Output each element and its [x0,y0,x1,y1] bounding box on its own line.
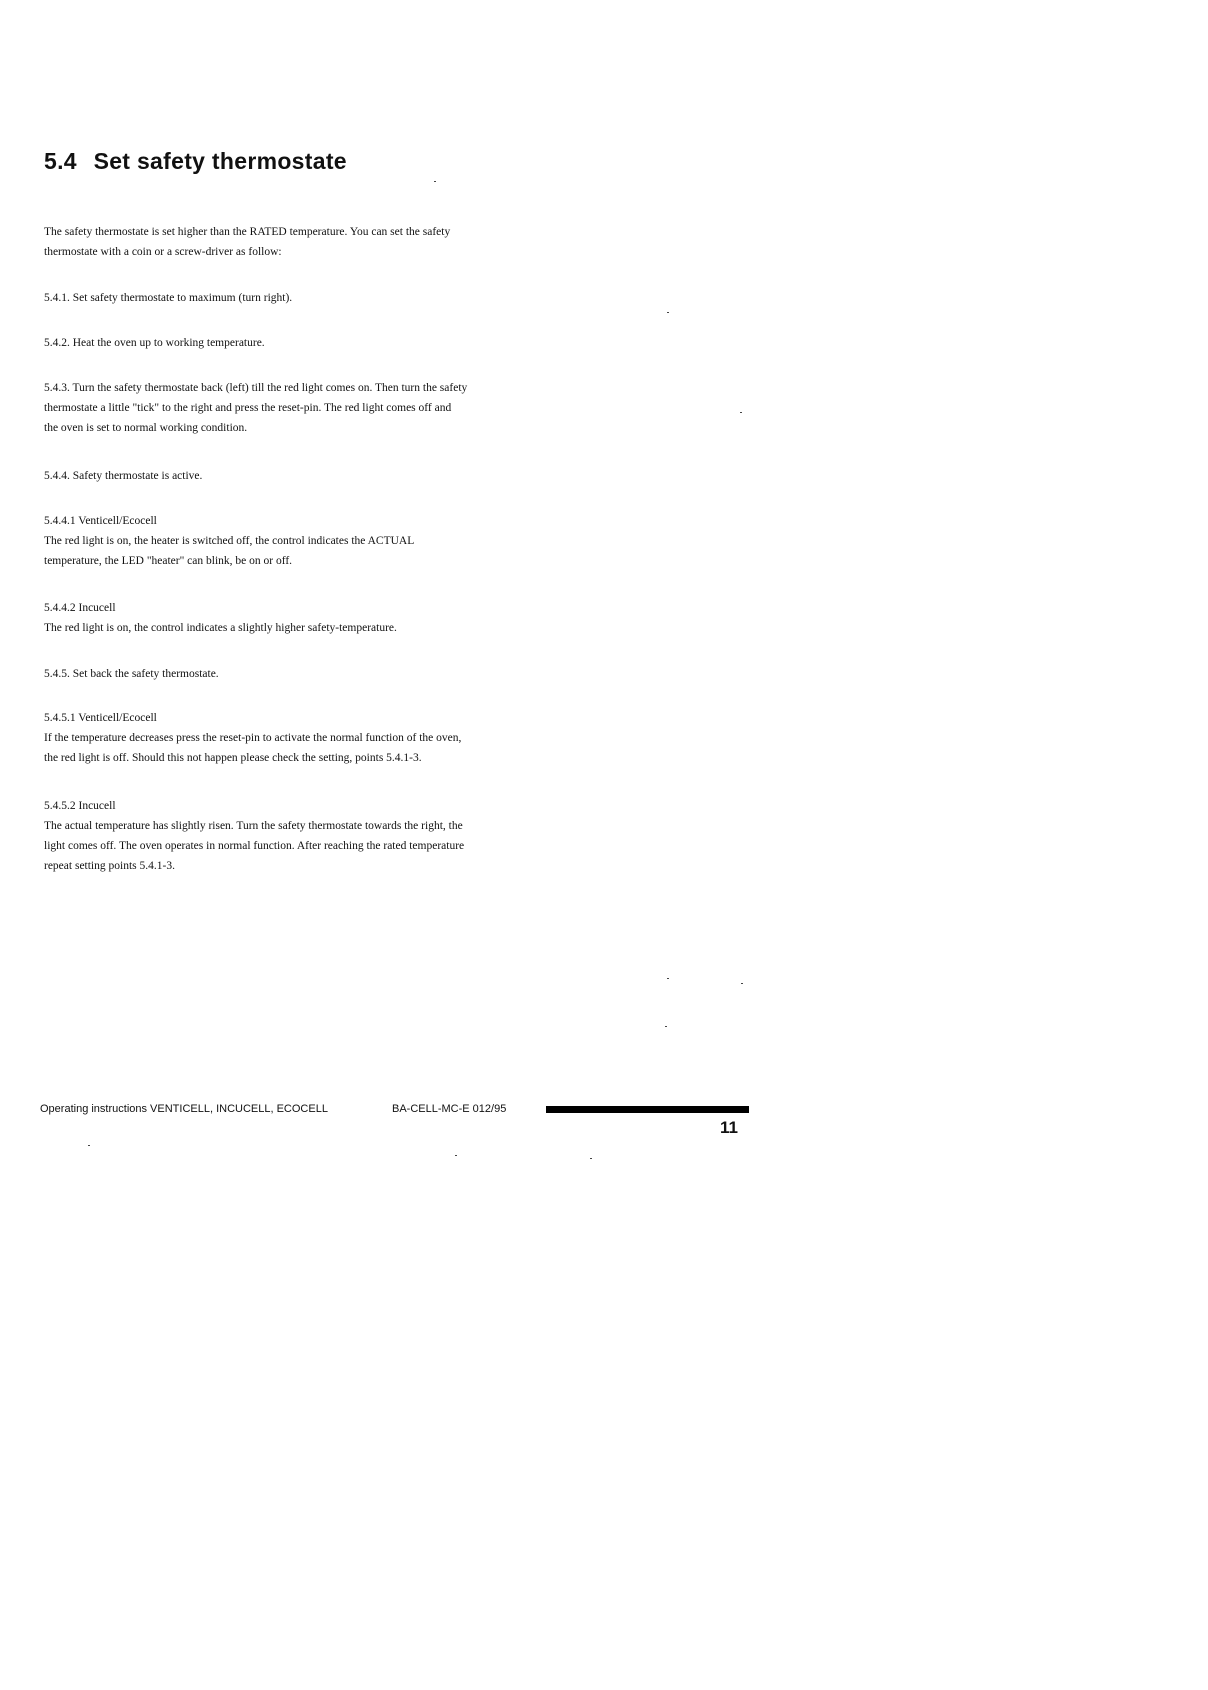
page-number: 11 [720,1118,738,1137]
step-5-4-5-2 [44,796,564,876]
scan-speck [88,1145,90,1146]
footer-title: Operating instructions VENTICELL, INCUCELL, ECOCELL [40,1103,328,1115]
step-5-4-3 [44,378,564,438]
step-5-4-2-text: 5.4.2. Heat the oven up to working temperature. [44,337,265,349]
step-5-4-2 [44,333,564,353]
scan-speck [740,412,742,413]
scan-speck [667,978,669,979]
intro-text: The safety thermostate is set higher than the RATED temperature. You can set the safety thermostate with a coin or a screw-driver as follow: [44,226,451,258]
step-5-4-4-1-text: 5.4.4.1 Venticell/Ecocell The red light is on, the heater is switched off, the control indicates the ACTUAL temperature, the LED "heater" can blink, be on or off. [44,515,415,567]
step-5-4-4-text: 5.4.4. Safety thermostate is active. [44,470,203,482]
scan-speck [665,1026,667,1027]
footer-document-code: BA-CELL-MC-E 012/95 [392,1103,507,1115]
step-5-4-5-1-text: 5.4.5.1 Venticell/Ecocell If the temperature decreases press the reset-pin to activate the normal function of the oven, the red light is off. Should this not happen please check the setting, points 5.4.1-3. [44,712,462,764]
section-title: Set safety thermostate [93,148,347,174]
step-5-4-4-2 [44,598,564,638]
step-5-4-5-2-text: 5.4.5.2 Incucell The actual temperature has slightly risen. Turn the safety thermostate towards the right, the light comes off. The oven operates in normal function. After reaching the rated temperature repeat setting points 5.4.1-3. [44,800,465,872]
scan-speck [434,181,436,182]
footer-rule [546,1106,749,1113]
step-5-4-5 [44,664,564,684]
section-number: 5.4 [44,148,77,174]
scan-speck [667,312,669,313]
step-5-4-5-1 [44,708,564,768]
intro-paragraph [44,222,564,262]
scan-speck [455,1155,457,1156]
step-5-4-4-2-text: 5.4.4.2 Incucell The red light is on, the control indicates a slightly higher safety-temperature. [44,602,397,634]
step-5-4-3-text: 5.4.3. Turn the safety thermostate back (left) till the red light comes on. Then turn the safety thermostate a little "tick" to the right and press the reset-pin. The red light comes off and the oven is set to normal working condition. [44,382,468,434]
scan-speck [590,1158,592,1159]
step-5-4-4-1 [44,511,564,571]
step-5-4-5-text: 5.4.5. Set back the safety thermostate. [44,668,219,680]
step-5-4-4 [44,466,564,486]
section-heading [44,148,347,175]
step-5-4-1 [44,288,564,308]
scan-speck [741,983,743,984]
step-5-4-1-text: 5.4.1. Set safety thermostate to maximum (turn right). [44,292,293,304]
